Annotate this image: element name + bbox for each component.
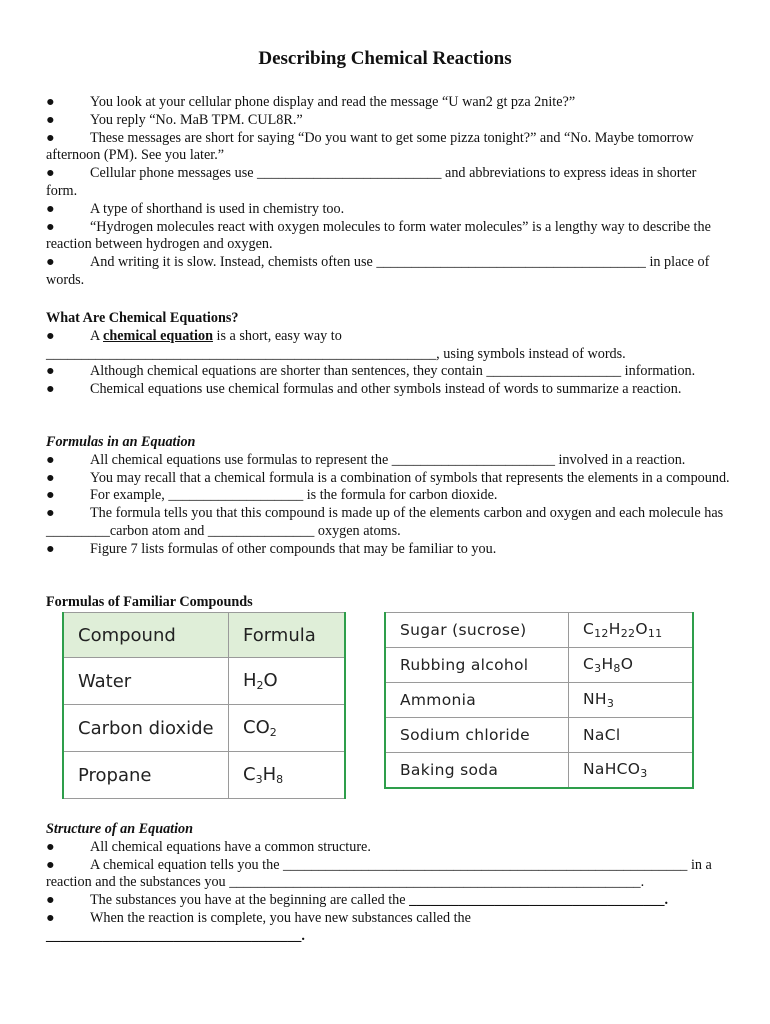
table-header-row xyxy=(63,613,345,658)
compound-name: Ammonia xyxy=(385,683,569,718)
compounds-table-left xyxy=(62,612,346,799)
intro-item: ● You look at your cellular phone display and read the message “U wan2 gt pza 2nite?” xyxy=(46,94,576,110)
compound-formula xyxy=(229,658,346,705)
formula-subscript: 3 xyxy=(594,662,602,675)
formulas-item: ● For example, ___________________ is the formula for carbon dioxide. xyxy=(46,487,498,504)
answer-blank: ____________________________________. xyxy=(409,892,669,909)
formulas-item: ● The formula tells you that this compound is made up of the elements carbon and oxygen and each molecule has _________carbon atom and _______________ oxygen atoms. xyxy=(46,505,724,539)
formula-subscript: 22 xyxy=(620,627,636,640)
table-row xyxy=(63,658,345,705)
compound-name: Carbon dioxide xyxy=(63,705,229,752)
formula-symbol: H xyxy=(243,670,257,691)
bullet: ● xyxy=(46,856,55,873)
formula-subscript: 8 xyxy=(613,662,621,675)
bullet: ● xyxy=(46,909,55,926)
bullet: ● xyxy=(46,94,55,110)
bullet: ● xyxy=(46,505,55,522)
chemical-equation-term: chemical equation xyxy=(103,327,213,344)
compound-name: Propane xyxy=(63,752,229,799)
structure-item: ● All chemical equations have a common structure. xyxy=(46,838,371,855)
bullet: ● xyxy=(46,363,55,380)
formulas-section xyxy=(46,434,730,559)
formula-symbol: O xyxy=(620,655,634,673)
table-row xyxy=(63,705,345,752)
answer-blank: ____________________________________. xyxy=(46,927,305,944)
compound-name: Sodium chloride xyxy=(385,718,569,753)
formulas-item: ● You may recall that a chemical formula is a combination of symbols that represents the elements in a compound. xyxy=(46,469,730,486)
bullet: ● xyxy=(46,469,55,486)
formula-symbol: C xyxy=(583,655,595,673)
table-row xyxy=(385,718,693,753)
formula-symbol: H xyxy=(608,620,621,638)
compound-formula xyxy=(569,613,694,648)
structure-item: ● A chemical equation tells you the _________________________________________________________ in a reaction and the substances you __________________________________________________________. xyxy=(46,856,712,891)
bullet: ● xyxy=(46,838,55,855)
compound-name: Sugar (sucrose) xyxy=(385,613,569,648)
bullet: ● xyxy=(46,218,55,235)
table-row xyxy=(385,753,693,789)
bullet: ● xyxy=(46,487,55,504)
intro-item: ● These messages are short for saying “Do you want to get some pizza tonight?” and “No. Maybe tomorrow afternoon (PM). See you later.” xyxy=(46,129,694,164)
structure-item: ● When the reaction is complete, you have new substances called the ____________________________________. xyxy=(46,909,471,944)
equations-item: ● A chemical equation is a short, easy way to _______________________________________________________, using symbols instead of words. xyxy=(46,327,626,362)
equations-item: ● Chemical equations use chemical formulas and other symbols instead of words to summarize a reaction. xyxy=(46,381,682,398)
formula-symbol: C xyxy=(583,620,595,638)
bullet: ● xyxy=(46,451,55,468)
section-heading: Formulas in an Equation xyxy=(46,434,196,450)
compound-formula xyxy=(569,683,694,718)
bullet: ● xyxy=(46,254,55,271)
bullet: ● xyxy=(46,540,55,557)
section-heading: What Are Chemical Equations? xyxy=(46,310,239,326)
structure-section xyxy=(46,821,730,946)
compound-formula xyxy=(229,752,346,799)
formula-symbol: C xyxy=(243,764,256,785)
column-header: Formula xyxy=(229,613,346,658)
formula-subscript: 3 xyxy=(640,767,648,780)
bullet: ● xyxy=(46,200,55,217)
formula-symbol: O xyxy=(635,620,648,638)
bullet: ● xyxy=(46,129,55,146)
compound-formula xyxy=(569,753,694,789)
formula-symbol: CO xyxy=(243,717,270,738)
bullet: ● xyxy=(46,892,55,909)
bullet: ● xyxy=(46,111,55,128)
intro-item: ● You reply “No. MaB TPM. CUL8R.” xyxy=(46,111,303,128)
formula-symbol: NH xyxy=(583,690,607,708)
formula-symbol: H xyxy=(262,764,277,785)
formula-symbol: O xyxy=(263,670,278,691)
equations-item: ● Although chemical equations are shorter than sentences, they contain ___________________ information. xyxy=(46,363,696,380)
familiar-heading-wrap xyxy=(46,594,730,612)
table-row xyxy=(63,752,345,799)
compound-name: Rubbing alcohol xyxy=(385,648,569,683)
bullet: ● xyxy=(46,381,55,398)
intro-item: ● Cellular phone messages use __________________________ and abbreviations to express ideas in shorter form. xyxy=(46,165,697,199)
formula-symbol: NaCl xyxy=(583,726,621,744)
table-row xyxy=(385,613,693,648)
formulas-item: ● All chemical equations use formulas to represent the _______________________ involved in a reaction. xyxy=(46,451,686,468)
section-heading: Structure of an Equation xyxy=(46,821,194,837)
table-row xyxy=(385,683,693,718)
formula-subscript: 2 xyxy=(269,726,277,739)
page-title: Describing Chemical Reactions xyxy=(258,48,512,69)
intro-section xyxy=(46,94,730,290)
compound-name: Baking soda xyxy=(385,753,569,789)
table-row xyxy=(385,648,693,683)
formula-subscript: 3 xyxy=(255,773,263,786)
section-heading: Formulas of Familiar Compounds xyxy=(46,594,253,610)
column-header: Compound xyxy=(63,613,229,658)
formula-subscript: 12 xyxy=(594,627,609,640)
compound-formula xyxy=(569,718,694,753)
formula-symbol: NaHCO xyxy=(583,760,641,778)
compound-formula xyxy=(569,648,694,683)
formula-subscript: 11 xyxy=(647,627,663,640)
formula-symbol: H xyxy=(601,655,614,673)
bullet: ● xyxy=(46,327,55,344)
formula-subscript: 2 xyxy=(256,679,264,692)
bullet: ● xyxy=(46,165,55,182)
structure-item: ● The substances you have at the beginning are called the ____________________________________. xyxy=(46,892,669,909)
intro-item: ● And writing it is slow. Instead, chemists often use ______________________________________ in place of words. xyxy=(46,254,710,288)
intro-item: ● A type of shorthand is used in chemistry too. xyxy=(46,200,345,217)
formulas-item: ● Figure 7 lists formulas of other compounds that may be familiar to you. xyxy=(46,540,497,557)
compound-name: Water xyxy=(63,658,229,705)
formula-subscript: 3 xyxy=(606,697,615,710)
formula-subscript: 8 xyxy=(276,773,284,786)
intro-item: ● “Hydrogen molecules react with oxygen molecules to form water molecules” is a lengthy way to describe the reaction between hydrogen and oxygen. xyxy=(46,218,711,253)
compound-formula xyxy=(229,705,346,752)
compounds-table-right xyxy=(384,612,694,789)
equations-section xyxy=(46,310,730,399)
